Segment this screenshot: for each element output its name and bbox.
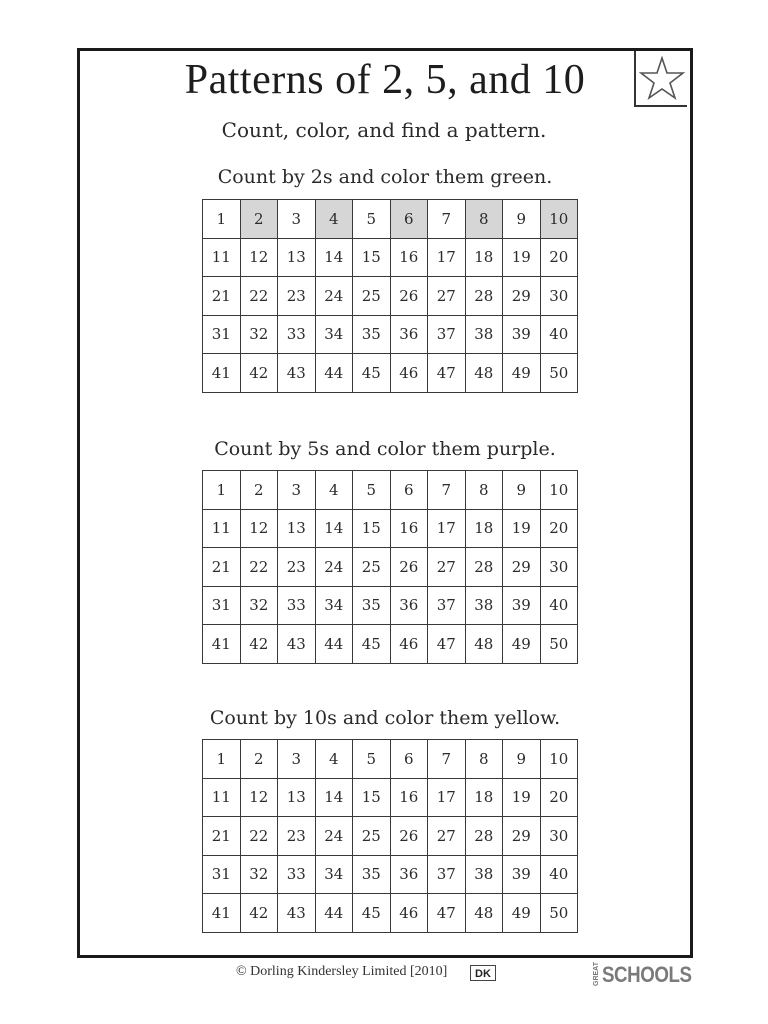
grid-cell[interactable]: 30 — [540, 277, 578, 316]
grid-cell[interactable]: 11 — [203, 778, 241, 817]
grid-cell[interactable]: 6 — [390, 200, 428, 239]
grid-cell[interactable]: 36 — [390, 315, 428, 354]
number-grid-by-2 — [202, 199, 578, 393]
logo-great-text: GREAT — [593, 962, 600, 986]
grid-cell[interactable]: 28 — [465, 817, 503, 856]
grid-row — [203, 817, 578, 856]
grid-cell[interactable]: 42 — [240, 894, 278, 933]
grid-cell[interactable]: 47 — [428, 625, 466, 664]
grid-cell[interactable]: 12 — [240, 238, 278, 277]
grid-cell[interactable]: 14 — [315, 238, 353, 277]
grid-cell[interactable]: 44 — [315, 894, 353, 933]
grid-cell[interactable]: 47 — [428, 894, 466, 933]
grid-cell[interactable]: 4 — [315, 471, 353, 510]
grid-cell[interactable]: 43 — [278, 625, 316, 664]
grid-cell[interactable]: 32 — [240, 855, 278, 894]
grid-cell[interactable]: 32 — [240, 586, 278, 625]
grid-cell[interactable]: 33 — [278, 315, 316, 354]
star-icon — [639, 55, 685, 101]
grid-cell[interactable]: 9 — [503, 740, 541, 779]
number-grid-by-10 — [202, 739, 578, 933]
grid-cell[interactable]: 5 — [353, 471, 391, 510]
grid-cell[interactable]: 30 — [540, 817, 578, 856]
grid-cell[interactable]: 39 — [503, 586, 541, 625]
grid-cell[interactable]: 37 — [428, 586, 466, 625]
grid-cell[interactable]: 47 — [428, 354, 466, 393]
grid-cell[interactable]: 8 — [465, 471, 503, 510]
grid-cell[interactable]: 40 — [540, 315, 578, 354]
grid-row — [203, 315, 578, 354]
grid-cell[interactable]: 20 — [540, 238, 578, 277]
grid-cell[interactable]: 2 — [240, 740, 278, 779]
grid-cell[interactable]: 42 — [240, 354, 278, 393]
grid-cell[interactable]: 1 — [203, 740, 241, 779]
grid-cell[interactable]: 40 — [540, 855, 578, 894]
grid-cell[interactable]: 18 — [465, 778, 503, 817]
grid-cell[interactable]: 50 — [540, 354, 578, 393]
grid-cell[interactable]: 19 — [503, 778, 541, 817]
grid-cell[interactable]: 16 — [390, 509, 428, 548]
grid-cell[interactable]: 48 — [465, 894, 503, 933]
grid-cell[interactable]: 22 — [240, 277, 278, 316]
grid-cell[interactable]: 5 — [353, 740, 391, 779]
grid-cell[interactable]: 28 — [465, 277, 503, 316]
instruction-count-by-5: Count by 5s and color them purple. — [214, 438, 556, 460]
grid-cell[interactable]: 46 — [390, 894, 428, 933]
grid-cell[interactable]: 40 — [540, 586, 578, 625]
grid-cell[interactable]: 9 — [503, 471, 541, 510]
grid-cell[interactable]: 33 — [278, 855, 316, 894]
grid-row — [203, 200, 578, 239]
instruction-count-by-10: Count by 10s and color them yellow. — [209, 707, 561, 729]
grid-row — [203, 586, 578, 625]
grid-cell[interactable]: 21 — [203, 817, 241, 856]
grid-cell[interactable]: 2 — [240, 200, 278, 239]
grid-cell[interactable]: 8 — [465, 200, 503, 239]
grid-cell[interactable]: 20 — [540, 778, 578, 817]
grid-cell[interactable]: 23 — [278, 277, 316, 316]
grid-row — [203, 778, 578, 817]
grid-cell[interactable]: 19 — [503, 238, 541, 277]
grid-cell[interactable]: 43 — [278, 354, 316, 393]
grid-cell[interactable]: 3 — [278, 200, 316, 239]
grid-cell[interactable]: 21 — [203, 277, 241, 316]
grid-cell[interactable]: 22 — [240, 548, 278, 587]
grid-cell[interactable]: 7 — [428, 471, 466, 510]
grid-cell[interactable]: 48 — [465, 625, 503, 664]
grid-cell[interactable]: 37 — [428, 855, 466, 894]
grid-cell[interactable]: 10 — [540, 200, 578, 239]
grid-cell[interactable]: 50 — [540, 894, 578, 933]
grid-cell[interactable]: 38 — [465, 586, 503, 625]
grid-cell[interactable]: 29 — [503, 817, 541, 856]
grid-cell[interactable]: 41 — [203, 894, 241, 933]
grid-cell[interactable]: 15 — [353, 238, 391, 277]
grid-cell[interactable]: 36 — [390, 586, 428, 625]
grid-cell[interactable]: 41 — [203, 354, 241, 393]
number-grid-by-5 — [202, 470, 578, 664]
grid-cell[interactable]: 24 — [315, 277, 353, 316]
grid-cell[interactable]: 26 — [390, 548, 428, 587]
grid-cell[interactable]: 34 — [315, 315, 353, 354]
grid-cell[interactable]: 7 — [428, 740, 466, 779]
grid-cell[interactable]: 18 — [465, 238, 503, 277]
grid-cell[interactable]: 9 — [503, 200, 541, 239]
grid-cell[interactable]: 1 — [203, 471, 241, 510]
grid-cell[interactable]: 12 — [240, 509, 278, 548]
grid-row — [203, 509, 578, 548]
grid-row — [203, 548, 578, 587]
grid-cell[interactable]: 27 — [428, 277, 466, 316]
grid-row — [203, 894, 578, 933]
grid-cell[interactable]: 29 — [503, 548, 541, 587]
grid-cell[interactable]: 17 — [428, 509, 466, 548]
grid-cell[interactable]: 33 — [278, 586, 316, 625]
grid-cell[interactable]: 38 — [465, 315, 503, 354]
grid-cell[interactable]: 16 — [390, 238, 428, 277]
grid-row — [203, 354, 578, 393]
grid-cell[interactable]: 10 — [540, 471, 578, 510]
grid-cell[interactable]: 45 — [353, 894, 391, 933]
instruction-count-by-2: Count by 2s and color them green. — [217, 166, 553, 188]
grid-cell[interactable]: 39 — [503, 855, 541, 894]
grid-cell[interactable]: 18 — [465, 509, 503, 548]
grid-cell[interactable]: 25 — [353, 277, 391, 316]
grid-cell[interactable]: 21 — [203, 548, 241, 587]
grid-cell[interactable]: 16 — [390, 778, 428, 817]
grid-cell[interactable]: 43 — [278, 894, 316, 933]
grid-cell[interactable]: 6 — [390, 471, 428, 510]
grid-cell[interactable]: 17 — [428, 238, 466, 277]
grid-cell[interactable]: 25 — [353, 817, 391, 856]
grid-cell[interactable]: 37 — [428, 315, 466, 354]
grid-cell[interactable]: 29 — [503, 277, 541, 316]
grid-cell[interactable]: 44 — [315, 625, 353, 664]
grid-cell[interactable]: 28 — [465, 548, 503, 587]
grid-row — [203, 238, 578, 277]
grid-cell[interactable]: 50 — [540, 625, 578, 664]
grid-cell[interactable]: 27 — [428, 548, 466, 587]
grid-cell[interactable]: 46 — [390, 354, 428, 393]
grid-cell[interactable]: 24 — [315, 548, 353, 587]
grid-cell[interactable]: 1 — [203, 200, 241, 239]
grid-cell[interactable]: 23 — [278, 548, 316, 587]
worksheet-subtitle: Count, color, and find a pattern. — [221, 118, 547, 142]
grid-cell[interactable]: 14 — [315, 778, 353, 817]
grid-cell[interactable]: 20 — [540, 509, 578, 548]
grid-cell[interactable]: 3 — [278, 740, 316, 779]
grid-cell[interactable]: 41 — [203, 625, 241, 664]
grid-row — [203, 740, 578, 779]
grid-cell[interactable]: 39 — [503, 315, 541, 354]
star-badge — [634, 51, 687, 107]
grid-cell[interactable]: 13 — [278, 778, 316, 817]
grid-cell[interactable]: 36 — [390, 855, 428, 894]
grid-cell[interactable]: 6 — [390, 740, 428, 779]
grid-cell[interactable]: 26 — [390, 817, 428, 856]
grid-cell[interactable]: 49 — [503, 894, 541, 933]
grid-cell[interactable]: 13 — [278, 238, 316, 277]
grid-cell[interactable]: 44 — [315, 354, 353, 393]
footer — [0, 962, 768, 986]
grid-cell[interactable]: 48 — [465, 354, 503, 393]
grid-cell[interactable]: 4 — [315, 200, 353, 239]
grid-cell[interactable]: 5 — [353, 200, 391, 239]
grid-cell[interactable]: 4 — [315, 740, 353, 779]
grid-cell[interactable]: 12 — [240, 778, 278, 817]
grid-cell[interactable]: 45 — [353, 625, 391, 664]
grid-row — [203, 855, 578, 894]
grid-cell[interactable]: 35 — [353, 855, 391, 894]
grid-cell[interactable]: 34 — [315, 855, 353, 894]
grid-cell[interactable]: 8 — [465, 740, 503, 779]
grid-cell[interactable]: 34 — [315, 586, 353, 625]
grid-cell[interactable]: 22 — [240, 817, 278, 856]
grid-cell[interactable]: 15 — [353, 778, 391, 817]
dk-logo: DK — [470, 965, 496, 981]
grid-cell[interactable]: 25 — [353, 548, 391, 587]
grid-cell[interactable]: 14 — [315, 509, 353, 548]
grid-row — [203, 277, 578, 316]
grid-cell[interactable]: 31 — [203, 315, 241, 354]
grid-row — [203, 471, 578, 510]
grid-cell[interactable]: 38 — [465, 855, 503, 894]
grid-cell[interactable]: 10 — [540, 740, 578, 779]
grid-cell[interactable]: 2 — [240, 471, 278, 510]
grid-cell[interactable]: 19 — [503, 509, 541, 548]
grid-cell[interactable]: 11 — [203, 509, 241, 548]
copyright-text: © Dorling Kindersley Limited [2010] — [236, 964, 448, 979]
grid-cell[interactable]: 45 — [353, 354, 391, 393]
grid-cell[interactable]: 27 — [428, 817, 466, 856]
grid-cell[interactable]: 13 — [278, 509, 316, 548]
grid-row — [203, 625, 578, 664]
grid-cell[interactable]: 7 — [428, 200, 466, 239]
grid-cell[interactable]: 24 — [315, 817, 353, 856]
grid-cell[interactable]: 35 — [353, 586, 391, 625]
grid-cell[interactable]: 49 — [503, 354, 541, 393]
grid-cell[interactable]: 23 — [278, 817, 316, 856]
grid-cell[interactable]: 31 — [203, 586, 241, 625]
grid-cell[interactable]: 31 — [203, 855, 241, 894]
grid-cell[interactable]: 30 — [540, 548, 578, 587]
greatschools-logo — [593, 962, 707, 986]
grid-cell[interactable]: 15 — [353, 509, 391, 548]
grid-cell[interactable]: 46 — [390, 625, 428, 664]
grid-cell[interactable]: 32 — [240, 315, 278, 354]
grid-cell[interactable]: 3 — [278, 471, 316, 510]
page-title: Patterns of 2, 5, and 10 — [184, 57, 586, 103]
logo-schools-text: SCHOOLS — [602, 962, 692, 987]
grid-cell[interactable]: 11 — [203, 238, 241, 277]
grid-cell[interactable]: 42 — [240, 625, 278, 664]
grid-cell[interactable]: 35 — [353, 315, 391, 354]
grid-cell[interactable]: 49 — [503, 625, 541, 664]
grid-cell[interactable]: 26 — [390, 277, 428, 316]
grid-cell[interactable]: 17 — [428, 778, 466, 817]
